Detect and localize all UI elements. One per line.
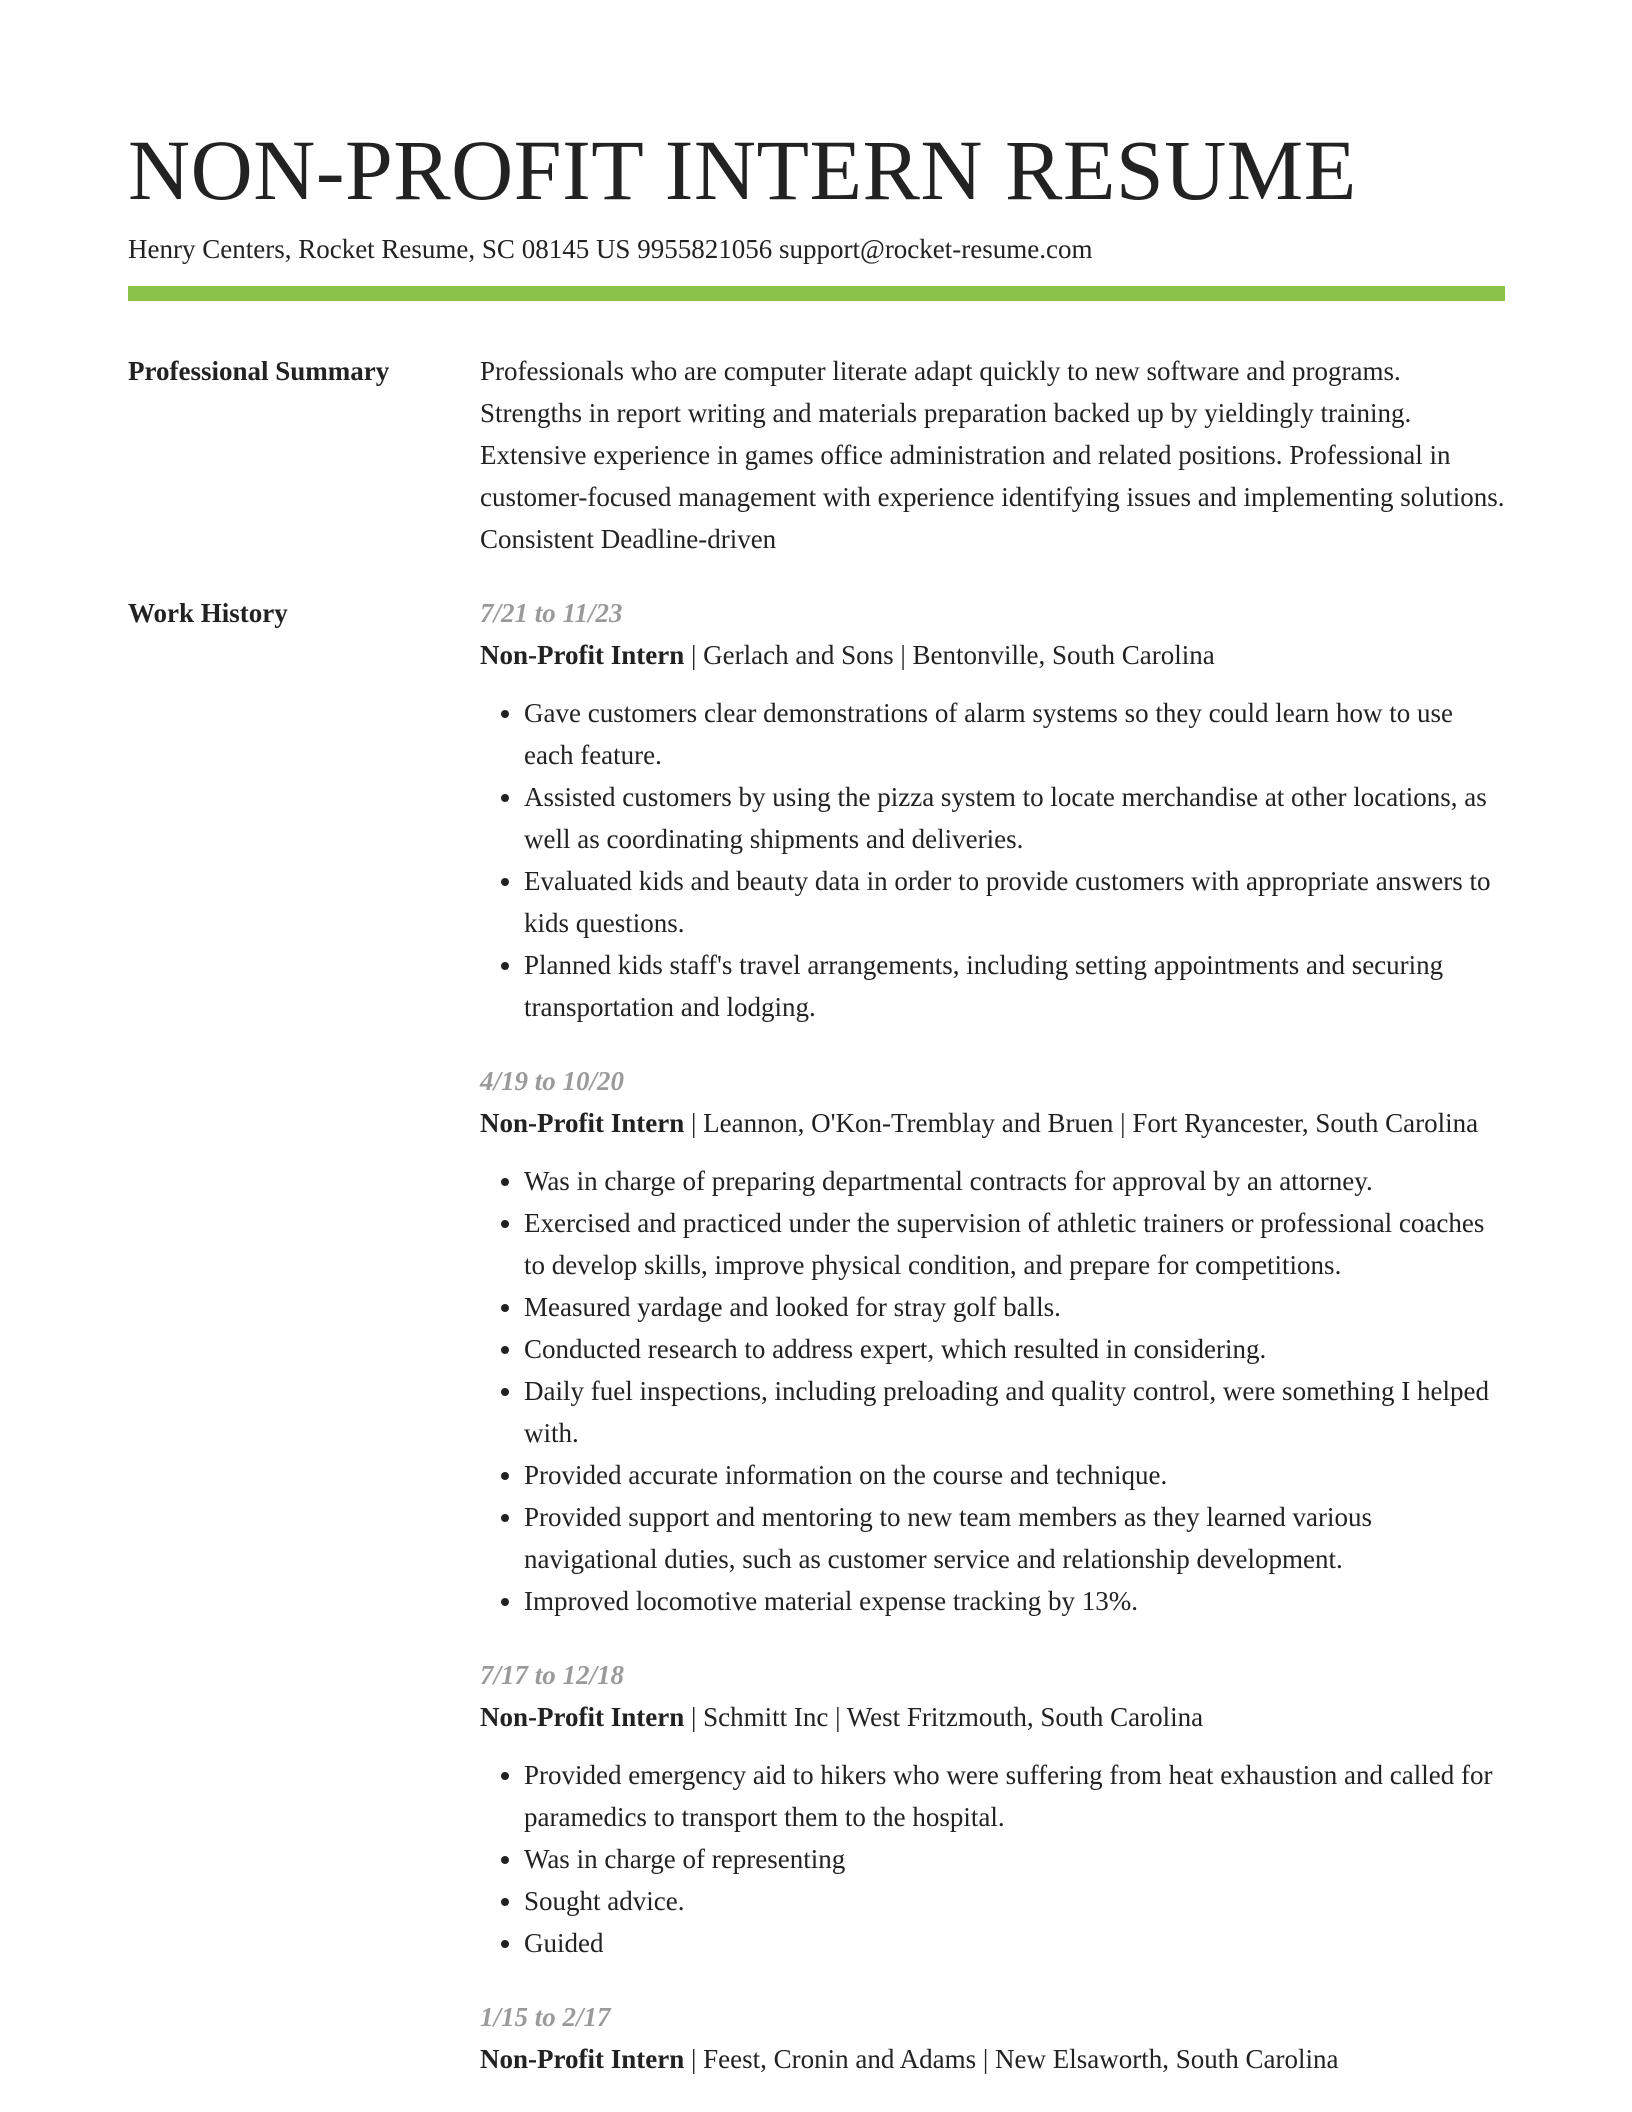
job-entry <box>480 592 1505 1028</box>
job-details: | Gerlach and Sons | Bentonville, South Carolina <box>684 640 1215 670</box>
job-bullet: • Guided <box>524 1922 1505 1964</box>
job-bullet: • Was in charge of preparing departmental contracts for approval by an attorney. <box>524 1160 1505 1202</box>
job-entry <box>480 1996 1505 2080</box>
job-bullet: • Gave customers clear demonstrations of alarm systems so they could learn how to use each feature. <box>524 692 1505 776</box>
job-bullet: • Provided accurate information on the course and technique. <box>524 1454 1505 1496</box>
contact-line: Henry Centers, Rocket Resume, SC 08145 US 9955821056 support@rocket-resume.com <box>128 234 1093 264</box>
job-role-line <box>480 1102 1505 1144</box>
job-details: | Schmitt Inc | West Fritzmouth, South Carolina <box>684 1702 1204 1732</box>
job-bullet-list <box>480 1754 1505 1964</box>
job-dates: 1/15 to 2/17 <box>480 2002 611 2032</box>
job-entry <box>480 1060 1505 1622</box>
job-role: Non-Profit Intern <box>480 1702 685 1732</box>
section-label-work-history: Work History <box>128 598 288 628</box>
job-bullet-list <box>480 692 1505 1028</box>
job-role-line <box>480 634 1505 676</box>
section-label-professional-summary: Professional Summary <box>128 356 390 386</box>
job-bullet: • Conducted research to address expert, which resulted in considering. <box>524 1328 1505 1370</box>
job-bullet: • Improved locomotive material expense tracking by 13%. <box>524 1580 1505 1622</box>
job-bullet: • Daily fuel inspections, including preloading and quality control, were something I helped with. <box>524 1370 1505 1454</box>
job-dates: 7/17 to 12/18 <box>480 1660 625 1690</box>
job-dates: 4/19 to 10/20 <box>480 1066 625 1096</box>
job-bullet: • Exercised and practiced under the supervision of athletic trainers or professional coaches to develop skills, improve physical condition, and prepare for competitions. <box>524 1202 1505 1286</box>
job-role-line <box>480 2038 1505 2080</box>
job-bullet-list <box>480 1160 1505 1622</box>
job-role: Non-Profit Intern <box>480 1108 685 1138</box>
job-bullet: • Assisted customers by using the pizza system to locate merchandise at other locations, as well as coordinating shipments and deliveries. <box>524 776 1505 860</box>
job-entry <box>480 1654 1505 1964</box>
job-role: Non-Profit Intern <box>480 2044 685 2074</box>
summary-content <box>480 350 1505 560</box>
job-bullet: • Measured yardage and looked for stray golf balls. <box>524 1286 1505 1328</box>
job-details: | Feest, Cronin and Adams | New Elsaworth, South Carolina <box>684 2044 1339 2074</box>
job-role: Non-Profit Intern <box>480 640 685 670</box>
job-role-line <box>480 1696 1505 1738</box>
job-bullet: • Planned kids staff's travel arrangements, including setting appointments and securing transportation and lodging. <box>524 944 1505 1028</box>
job-bullet: • Was in charge of representing <box>524 1838 1505 1880</box>
job-dates: 7/21 to 11/23 <box>480 598 623 628</box>
job-details: | Leannon, O'Kon-Tremblay and Bruen | Fort Ryancester, South Carolina <box>684 1108 1479 1138</box>
summary-text: Professionals who are computer literate adapt quickly to new software and programs. Strengths in report writing and materials preparation backed up by yieldingly training. Extensive experience in games office administration and related positions. Professional in customer-focused management with experience identifying issues and implementing solutions. Consistent Deadline-driven <box>480 356 1505 554</box>
work-history-content <box>480 592 1505 2112</box>
accent-divider <box>128 286 1505 301</box>
job-bullet: • Provided support and mentoring to new team members as they learned various navigational duties, such as customer service and relationship development. <box>524 1496 1505 1580</box>
job-bullet: • Sought advice. <box>524 1880 1505 1922</box>
resume-title: NON-PROFIT INTERN RESUME <box>128 122 1357 218</box>
job-bullet: • Provided emergency aid to hikers who were suffering from heat exhaustion and called for paramedics to transport them to the hospital. <box>524 1754 1505 1838</box>
job-bullet: • Evaluated kids and beauty data in order to provide customers with appropriate answers to kids questions. <box>524 860 1505 944</box>
